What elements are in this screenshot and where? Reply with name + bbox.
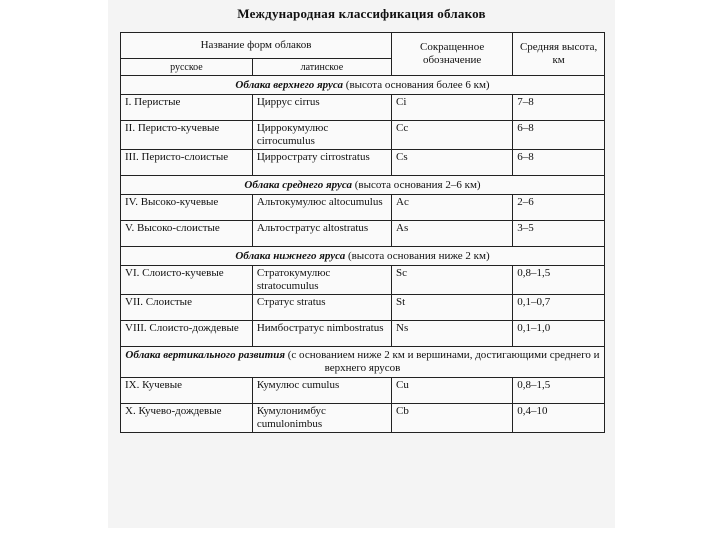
cell-latin: Нимбостратус nimbostratus: [252, 321, 391, 347]
cell-height: 6–8: [513, 121, 605, 150]
cell-height: 7–8: [513, 95, 605, 121]
cell-latin: Кумулюс cumulus: [252, 378, 391, 404]
header-russian: русское: [121, 59, 253, 76]
header-latin: латинское: [252, 59, 391, 76]
cell-abbrev: Cb: [392, 404, 513, 433]
table-row: [121, 195, 605, 221]
cell-latin: Циррус cirrus: [252, 95, 391, 121]
cell-height: 0,1–1,0: [513, 321, 605, 347]
cell-height: 0,1–0,7: [513, 295, 605, 321]
cell-latin: Циррострату cirrostratus: [252, 150, 391, 176]
cell-russian: VII. Слоистые: [121, 295, 253, 321]
cell-abbrev: Ci: [392, 95, 513, 121]
cell-abbrev: Cs: [392, 150, 513, 176]
cell-abbrev: Sc: [392, 266, 513, 295]
header-name-forms: Название форм облаков: [121, 33, 392, 59]
table-row: [121, 95, 605, 121]
cell-russian: I. Перистые: [121, 95, 253, 121]
cell-height: 6–8: [513, 150, 605, 176]
cell-russian: X. Кучево-дождевые: [121, 404, 253, 433]
section-row: [121, 247, 605, 266]
cell-latin: Циррокумулюс cirrocumulus: [252, 121, 391, 150]
cell-abbrev: Cc: [392, 121, 513, 150]
cell-latin: Стратокумулюс stratocumulus: [252, 266, 391, 295]
table-row: [121, 295, 605, 321]
table-row: [121, 221, 605, 247]
section-note: (высота основания 2–6 км): [354, 178, 481, 191]
cell-latin: Альтокумулюс altocumulus: [252, 195, 391, 221]
section-note: (высота основания ниже 2 км): [347, 249, 490, 262]
cell-height: 0,4–10: [513, 404, 605, 433]
cell-abbrev: Ns: [392, 321, 513, 347]
cell-height: 2–6: [513, 195, 605, 221]
cell-latin: Стратус stratus: [252, 295, 391, 321]
table-header-row: [121, 33, 605, 59]
cell-abbrev: St: [392, 295, 513, 321]
section-note: (высота основания более 6 км): [345, 78, 490, 91]
section-row: [121, 76, 605, 95]
section-row: [121, 176, 605, 195]
cell-russian: V. Высоко-слоистые: [121, 221, 253, 247]
cloud-classification-table: [120, 32, 605, 433]
cell-abbrev: Cu: [392, 378, 513, 404]
table-row: [121, 266, 605, 295]
cell-latin: Кумулонимбус cumulonimbus: [252, 404, 391, 433]
cell-latin: Альтостратус altostratus: [252, 221, 391, 247]
cell-height: 3–5: [513, 221, 605, 247]
cell-russian: III. Перисто-слоистые: [121, 150, 253, 176]
cell-russian: IX. Кучевые: [121, 378, 253, 404]
page-title: Международная классификация облаков: [237, 6, 486, 21]
header-abbrev: Сокращенное обозначение: [392, 33, 513, 76]
cell-russian: II. Перисто-кучевые: [121, 121, 253, 150]
cell-abbrev: Ac: [392, 195, 513, 221]
cell-russian: VI. Слоисто-кучевые: [121, 266, 253, 295]
table-row: [121, 321, 605, 347]
cell-abbrev: As: [392, 221, 513, 247]
document-page: [108, 0, 615, 528]
cell-russian: IV. Высоко-кучевые: [121, 195, 253, 221]
section-title: Облака нижнего яруса: [235, 249, 346, 262]
section-note: (с основанием ниже 2 км и вершинами, достигающими среднего и верхнего ярусов: [287, 349, 600, 374]
section-row: [121, 347, 605, 378]
cell-height: 0,8–1,5: [513, 378, 605, 404]
cell-russian: VIII. Слоисто-дождевые: [121, 321, 253, 347]
section-title: Облака вертикального развития: [125, 349, 286, 361]
table-row: [121, 404, 605, 433]
table-row: [121, 150, 605, 176]
table-row: [121, 378, 605, 404]
header-height: Средняя высота, км: [513, 33, 605, 76]
section-title: Облака среднего яруса: [244, 178, 352, 191]
cell-height: 0,8–1,5: [513, 266, 605, 295]
table-row: [121, 121, 605, 150]
section-title: Облака верхнего яруса: [235, 78, 344, 91]
